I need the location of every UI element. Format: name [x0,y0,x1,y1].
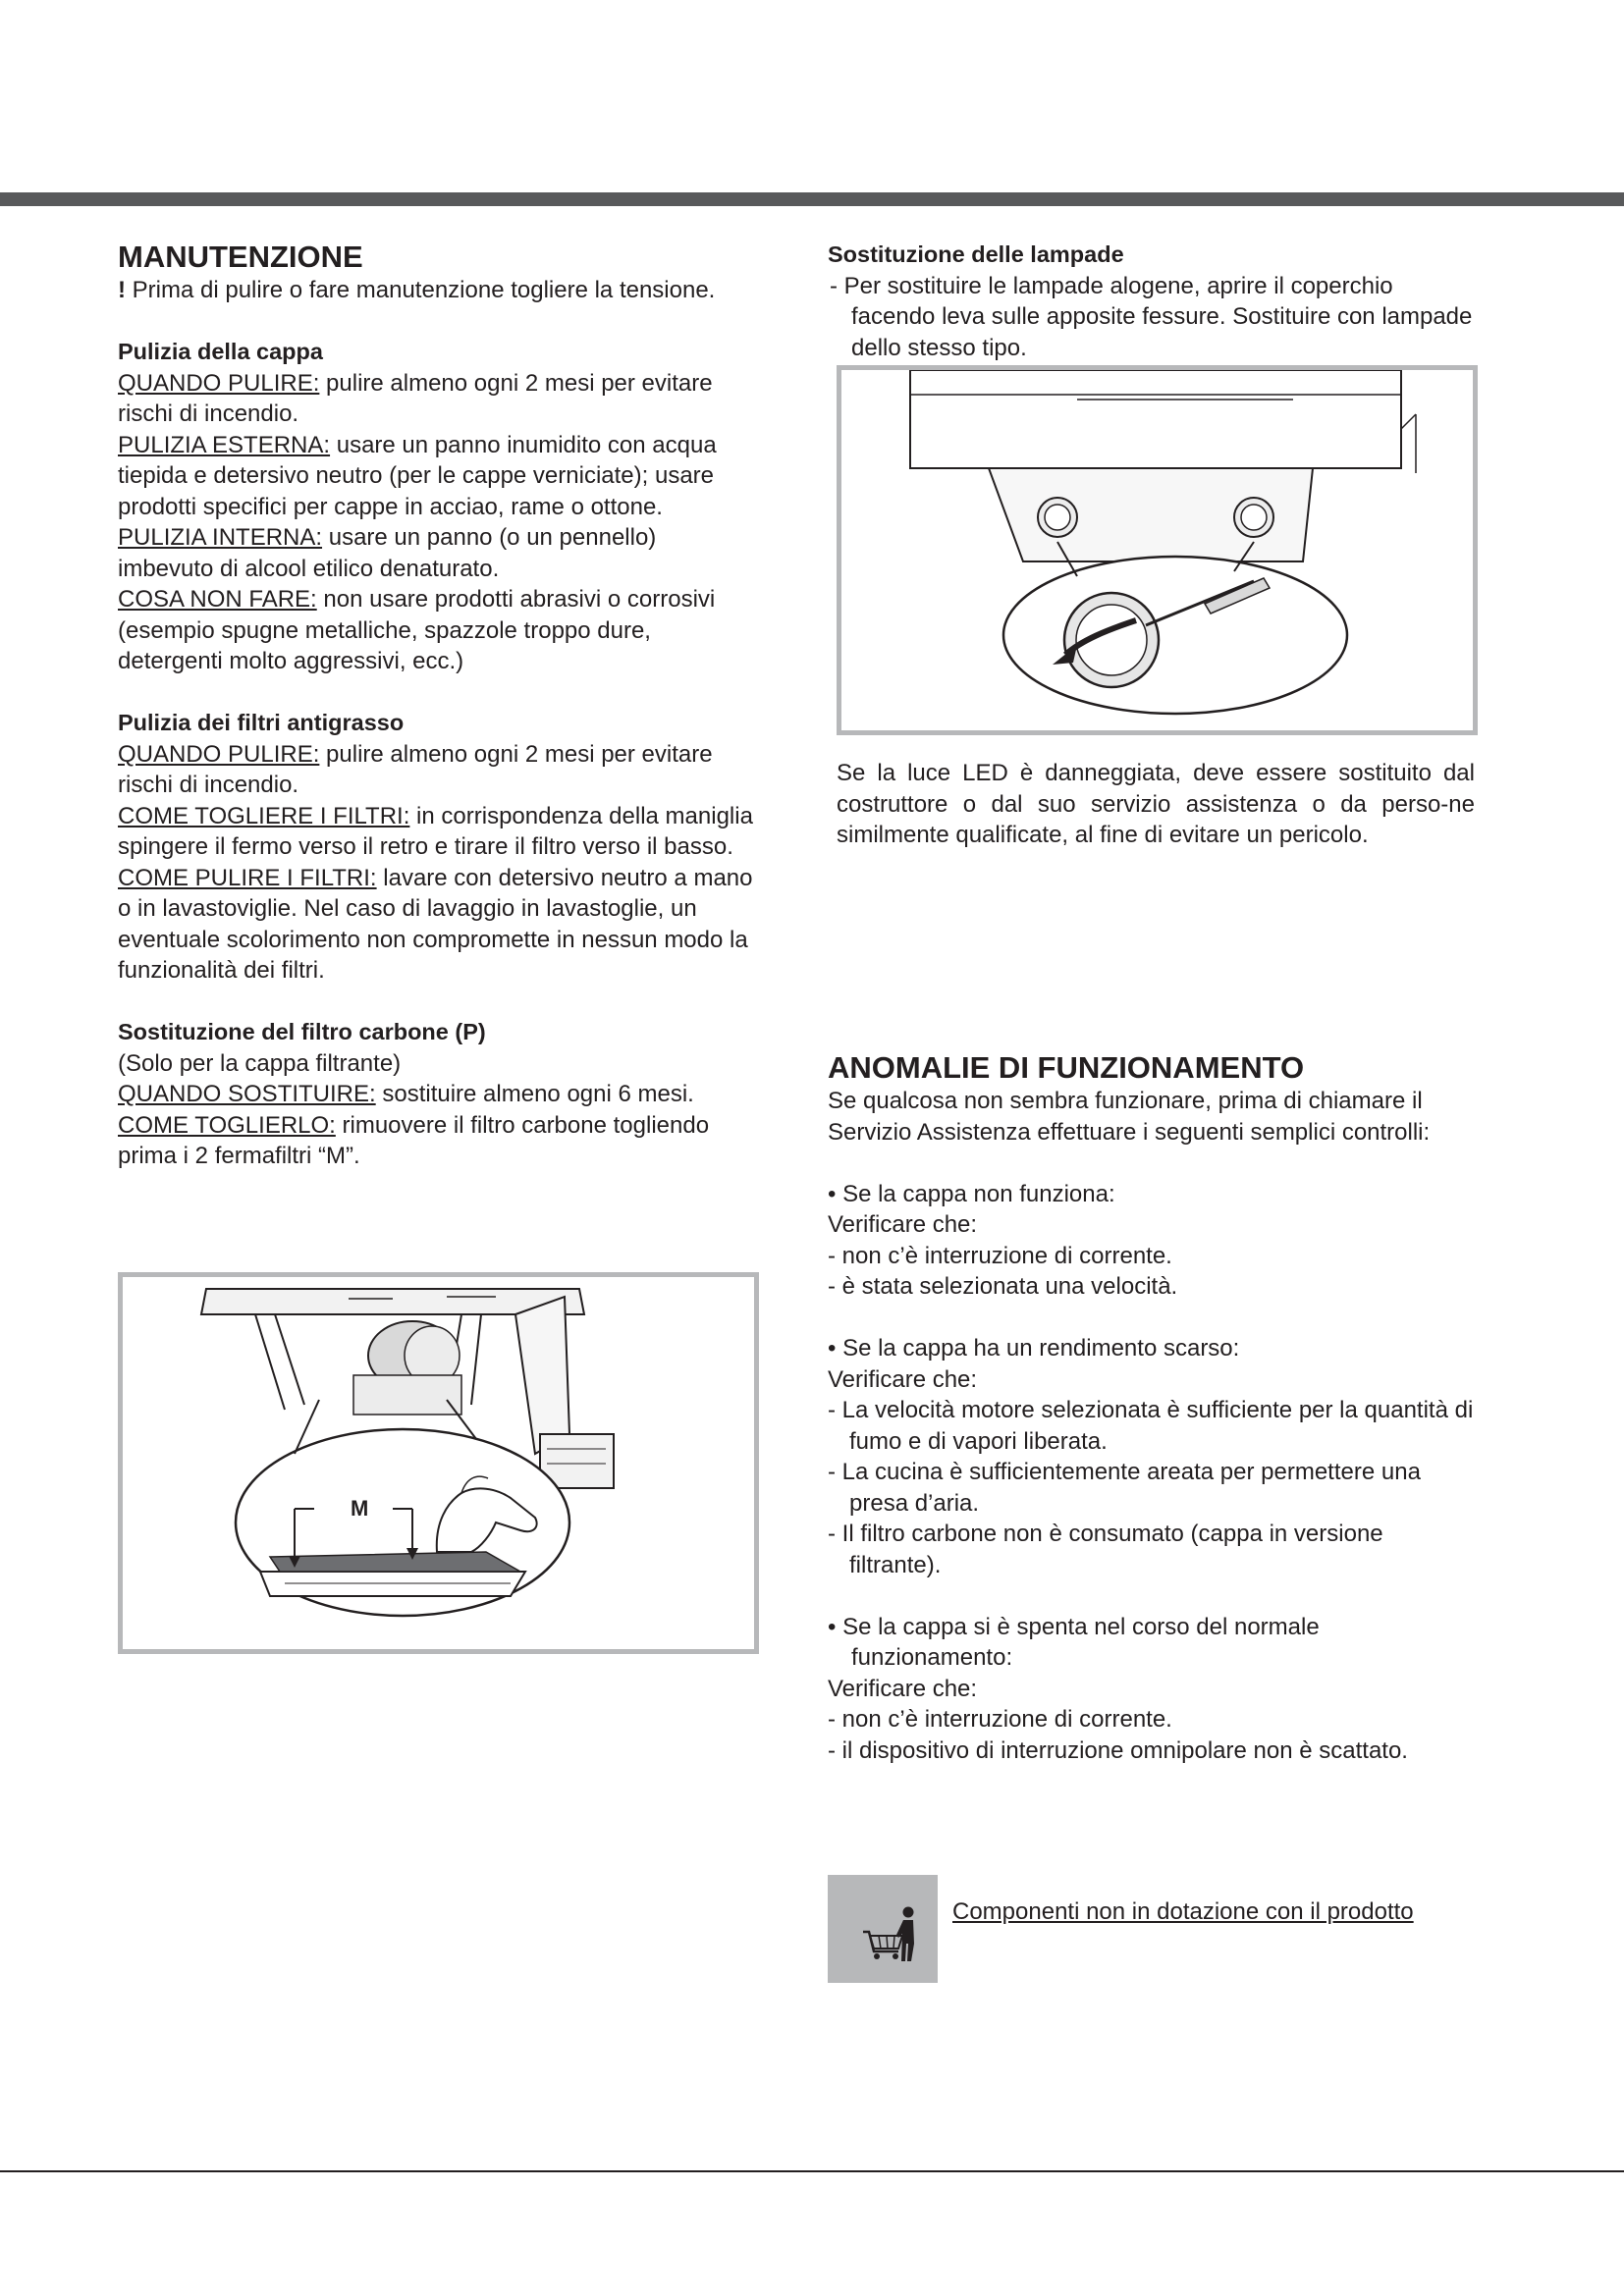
label-filtri-pulire: COME PULIRE I FILTRI: [118,864,377,891]
label-carbone-quando: QUANDO SOSTITUIRE: [118,1081,376,1107]
figure-label-m: M [351,1496,369,1521]
paragraph-pulizia-interna [118,522,756,584]
warning-note [118,275,756,306]
text-pulizia-esterna: usare un panno inumidito con acqua tiepida e detersivo neutro (per le cappe verniciate); usare prodotti specifici per cappe in acciao, rame o ottone. [118,431,717,520]
section-title-anomalie: ANOMALIE DI FUNZIONAMENTO [828,1050,1305,1085]
label-cosa-non-fare: COSA NON FARE: [118,586,317,613]
label-pulizia-interna: PULIZIA INTERNA: [118,524,323,551]
text-carbone-togliere: rimuovere il filtro carbone togliendo prima i 2 fermafiltri “M”. [118,1111,710,1169]
label-quando-pulire: QUANDO PULIRE: [118,369,320,397]
case1-item: - non c’è interruzione di corrente. [828,1242,1172,1269]
paragraph-carbone-quando [118,1079,756,1110]
label-filtri-togliere: COME TOGLIERE I FILTRI: [118,802,410,829]
figure-carbon-filter [118,1272,759,1654]
paragraph-quando-pulire [118,368,756,430]
text-carbone-quando: sostituire almeno ogni 6 mesi. [375,1081,694,1107]
heading-pulizia-cappa: Pulizia della cappa [118,339,323,364]
case3-title: • Se la cappa si è spenta nel corso del normale funzionamento: [828,1613,1320,1671]
paragraph-pulizia-esterna [118,430,756,523]
left-column [118,240,756,1172]
paragraph-filtri-pulire [118,863,756,987]
text-filtri-quando: pulire almeno ogni 2 mesi per evitare rischi di incendio. [118,740,713,798]
text-quando-pulire: pulire almeno ogni 2 mesi per evitare rischi di incendio. [118,369,713,427]
case1-title: • Se la cappa non funziona: [828,1180,1115,1207]
case3-item: - non c’è interruzione di corrente. [828,1706,1172,1733]
text-pulizia-interna: usare un panno (o un pennello) imbevuto di alcool etilico denaturato. [118,524,657,582]
paragraph-filtri-togliere [118,801,756,863]
warning-text: Prima di pulire o fare manutenzione togliere la tensione. [132,277,716,303]
case2-check: Verificare che: [828,1365,978,1393]
label-pulizia-esterna: PULIZIA ESTERNA: [118,431,331,458]
right-column-top [828,240,1476,363]
section-anomalie [828,1050,1476,1766]
top-header-bar [0,192,1624,206]
case1-item: - è stata selezionata una velocità. [828,1273,1178,1300]
case2-title: • Se la cappa ha un rendimento scarso: [828,1335,1240,1362]
label-filtri-quando: QUANDO PULIRE: [118,740,320,768]
heading-sostituzione-lampade: Sostituzione delle lampade [828,241,1124,267]
led-warning-text: Se la luce LED è danneggiata, deve essere sostituito dal costruttore o dal suo servizio assistenza o da perso-ne similmente qualificate, al fine di evitare un pericolo. [837,760,1475,848]
paragraph-carbone-togliere [118,1110,756,1172]
shopping-cart-person-icon [828,1875,938,1983]
paragraph-filtri-quando [118,739,756,801]
case2-item: - Il filtro carbone non è consumato (cappa in versione filtrante). [828,1521,1383,1578]
legend-text: Componenti non in dotazione con il prodotto [952,1898,1414,1925]
case2-item: - La cucina è sufficientemente areata per permettere una presa d’aria. [828,1459,1421,1517]
warning-mark: ! [118,277,126,303]
case3-item: - il dispositivo di interruzione omnipolare non è scattato. [828,1736,1408,1764]
heading-pulizia-filtri: Pulizia dei filtri antigrasso [118,710,405,735]
text-filtri-pulire: lavare con detersivo neutro a mano o in lavastoviglie. Nel caso di lavaggio in lavastoglie, un eventuale scolorimento non compromette in nessun modo la funzionalità dei filtri. [118,864,753,984]
case1-check: Verificare che: [828,1211,978,1238]
paragraph-cosa-non-fare [118,584,756,677]
label-carbone-togliere: COME TOGLIERLO: [118,1111,336,1139]
figure-lamp-replacement [837,365,1478,735]
filtro-carbone-note: (Solo per la cappa filtrante) [118,1049,402,1077]
anomalie-intro: Se qualcosa non sembra funzionare, prima di chiamare il Servizio Assistenza effettuare i seguenti semplici controlli: [828,1088,1431,1146]
carbon-filter-illustration [123,1277,754,1649]
bottom-rule [0,2170,1624,2172]
text-filtri-togliere: in corrispondenza della maniglia spingere il fermo verso il retro e tirare il filtro verso il basso. [118,802,753,860]
text-cosa-non-fare: non usare prodotti abrasivi o corrosivi (esempio spugne metalliche, spazzole troppo dure, detergenti molto aggressivi, ecc.) [118,586,716,674]
case2-item: - La velocità motore selezionata è sufficiente per la quantità di fumo e di vapori liberata. [828,1397,1474,1455]
lampade-text: - Per sostituire le lampade alogene, aprire il coperchio facendo leva sulle apposite fessure. Sostituire con lampade dello stesso tipo. [830,272,1473,361]
heading-filtro-carbone: Sostituzione del filtro carbone (P) [118,1019,486,1044]
case3-check: Verificare che: [828,1675,978,1702]
section-title-manutenzione: MANUTENZIONE [118,240,363,274]
lamp-replacement-illustration [841,370,1473,730]
